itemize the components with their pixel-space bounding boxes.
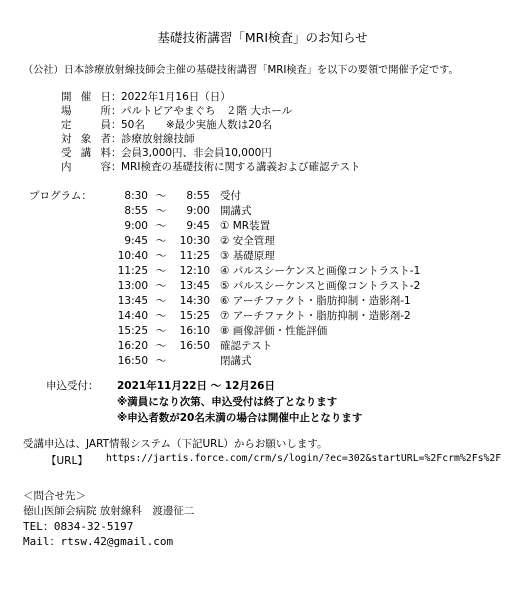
contact-heading: ＜問合せ先＞ [23, 490, 86, 502]
registration-label: 申込受付： [46, 380, 99, 392]
info-row-capacity: 定員：50名 ※最少実施人数は20名 [61, 119, 273, 131]
url-label: 【URL】 [46, 455, 88, 467]
info-value: 診療放射線技師 [121, 133, 195, 145]
info-key: 対象者 [61, 133, 111, 145]
info-value: MRI検査の基礎技術に関する講義および確認テスト [121, 161, 361, 173]
info-row-content: 内容：MRI検査の基礎技術に関する講義および確認テスト [61, 161, 361, 173]
contact-mail[interactable]: Mail：rtsw.42@gmail.com [23, 535, 174, 548]
program-item: 9:00 ～ 9:45 ① MR装置 [124, 220, 271, 232]
program-item: 14:40 ～ 15:25 ⑦ アーチファクト・脂肪抑制・造影剤-2 [117, 310, 411, 322]
info-key: 開催日 [61, 91, 111, 103]
registration-note-cancel: ※申込者数が20名未満の場合は開催中止となります [117, 412, 363, 424]
contact-org: 徳山医師会病院 放射線科 渡邊征二 [23, 505, 195, 517]
program-item: 8:55 ～ 9:00 開講式 [124, 205, 252, 217]
registration-dates: 2021年11月22日 ～ 12月26日 [117, 380, 275, 392]
program-item: 15:25 ～ 16:10 ⑧ 画像評価・性能評価 [117, 325, 328, 337]
registration-note-full: ※満員になり次第、申込受付は終了となります [117, 396, 338, 408]
closing-text: 受講申込は、JART情報システム（下記URL）からお願いします。 [23, 438, 328, 450]
intro-text: （公社）日本診療放射線技師会主催の基礎技術講習「MRI検査」を以下の要領で開催予定です。 [23, 65, 459, 76]
program-item: 8:30 ～ 8:55 受付 [124, 190, 241, 202]
program-label: プログラム： [29, 190, 92, 202]
program-item: 16:50 ～ 閉講式 [117, 355, 252, 367]
program-item: 16:20 ～ 16:50 確認テスト [117, 340, 273, 352]
info-key: 内容 [61, 161, 111, 173]
info-row-venue: 場所：パルトピアやまぐち ２階 大ホール [61, 105, 293, 117]
info-value: 50名 ※最少実施人数は20名 [121, 119, 273, 131]
page-title: 基礎技術講習「MRI検査」のお知らせ [157, 30, 368, 45]
program-item: 11:25 ～ 12:10 ④ パルスシーケンスと画像コントラスト-1 [117, 265, 421, 277]
info-row-target: 対象者：診療放射線技師 [61, 133, 195, 145]
info-value: 2022年1月16日（日） [121, 91, 231, 103]
program-item: 9:45 ～ 10:30 ② 安全管理 [124, 235, 275, 247]
program-item: 13:45 ～ 14:30 ⑥ アーチファクト・脂肪抑制・造影剤-1 [117, 295, 411, 307]
info-row-fee: 受講料：会員3,000円、非会員10,000円 [61, 147, 272, 159]
info-key: 定員 [61, 119, 111, 131]
program-item: 10:40 ～ 11:25 ③ 基礎原理 [117, 250, 275, 262]
info-key: 場所 [61, 105, 111, 117]
info-value: 会員3,000円、非会員10,000円 [121, 147, 272, 159]
info-value: パルトピアやまぐち ２階 大ホール [121, 105, 293, 117]
info-row-date: 開催日：2022年1月16日（日） [61, 91, 231, 103]
info-key: 受講料 [61, 147, 111, 159]
program-item: 13:00 ～ 13:45 ⑤ パルスシーケンスと画像コントラスト-2 [117, 280, 421, 292]
registration-url-link[interactable]: https://jartis.force.com/crm/s/login/?ec=302&startURL=%2Fcrm%2Fs%2F [106, 453, 502, 464]
contact-tel: TEL：0834-32-5197 [23, 520, 134, 533]
